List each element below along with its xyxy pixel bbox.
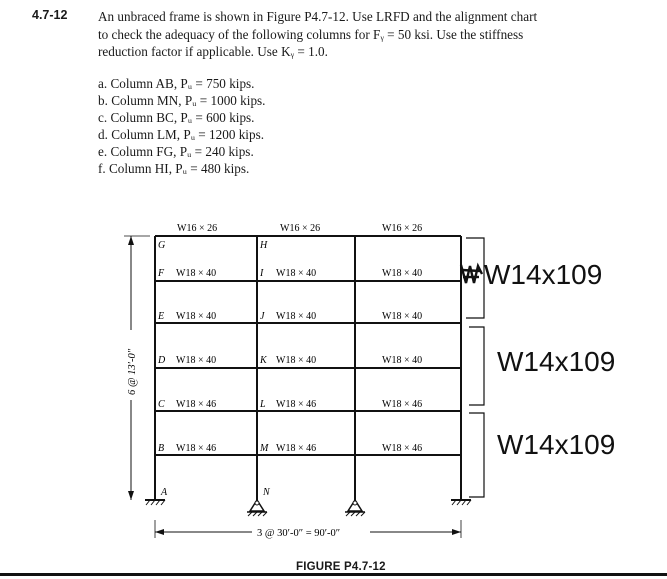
column-size-annotation: W14x109 [497,429,616,460]
beam-label: W18 × 40 [276,311,317,322]
statement-line: to check the adequacy of the following columns for Fᵧ = 50 ksi. Use the stiffness [98,26,524,42]
beam-label: W16 × 26 [280,223,321,234]
node-label: E [158,311,165,322]
beam-label: W18 × 40 [382,268,423,279]
problem-item: d. Column LM, Pᵤ = 1200 kips. [98,127,264,142]
beam-label: W18 × 40 [382,311,423,322]
node-label: D [158,355,166,366]
divider [0,573,667,576]
node-label: G [158,240,166,251]
node-label: A [161,487,168,498]
beam-label: W18 × 40 [176,355,217,366]
beam-label: W18 × 40 [276,355,317,366]
column-size-annotation: W14x109 [497,346,616,377]
height-dimension [123,236,150,500]
problem-item: f. Column HI, Pᵤ = 480 kips. [98,161,250,176]
column-size-annotation: W14x109 [484,259,603,290]
node-label: F [158,268,165,279]
node-label: L [260,399,266,410]
beam-label: W16 × 26 [382,223,423,234]
figure-caption: FIGURE P4.7-12 [296,561,386,573]
fixed-support [451,500,471,505]
beam-label: W18 × 46 [276,399,317,410]
node-label: H [260,240,268,251]
pinned-support [247,500,267,516]
problem-item: c. Column BC, Pᵤ = 600 kips. [98,110,255,125]
width-dimension [155,520,461,539]
beam-label: W18 × 40 [176,311,217,322]
problem-item: e. Column FG, Pᵤ = 240 kips. [98,144,254,159]
beam-label: W18 × 40 [176,268,217,279]
beam-label: W18 × 46 [176,399,217,410]
statement-line: reduction factor if applicable. Use Kᵧ = 1.0. [98,44,328,60]
beam-label: W16 × 26 [177,223,218,234]
node-label: N [263,487,270,498]
height-dimension-label: 6 @ 13′-0″ [127,348,138,395]
beam-label: W18 × 46 [382,399,423,410]
width-dimension-label: 3 @ 30′-0″ = 90′-0″ [257,528,341,539]
problem-item: a. Column AB, Pᵤ = 750 kips. [98,76,255,91]
fixed-support [145,500,165,505]
node-label: J [260,311,265,322]
beam-label: W18 × 40 [382,355,423,366]
beam-label: W18 × 40 [276,268,317,279]
statement-line: An unbraced frame is shown in Figure P4.7-12. Use LRFD and the alignment chart [98,9,538,24]
beam-label: W18 × 46 [276,443,317,454]
beam-label: W18 × 46 [176,443,217,454]
problem-number: 4.7-12 [32,8,68,22]
node-label: B [158,443,165,454]
node-label: C [158,399,165,410]
beam-label: W18 × 46 [382,443,423,454]
node-label: K [260,355,267,366]
scribble-mark [461,265,482,283]
node-label: M [260,443,269,454]
node-label: I [260,268,264,279]
pinned-support [345,500,365,516]
problem-item: b. Column MN, Pᵤ = 1000 kips. [98,93,266,108]
